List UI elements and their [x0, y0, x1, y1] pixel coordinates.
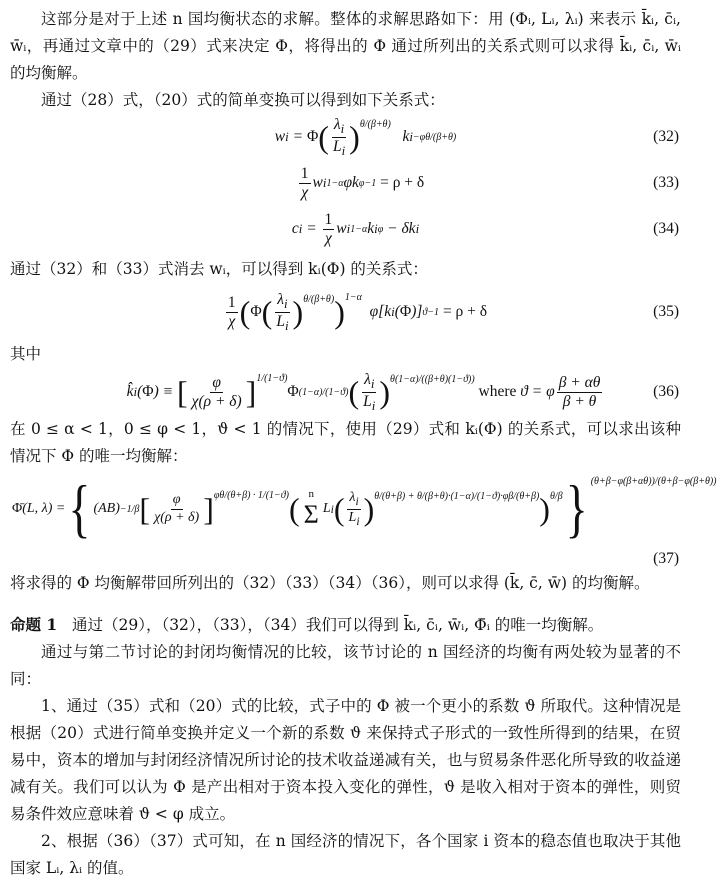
- paragraph-intro: 这部分是对于上述 n 国均衡状态的求解。整体的求解思路如下：用 (Φᵢ, Lᵢ, λᵢ) 来表示 k̄ᵢ, c̄ᵢ, w̄ᵢ，再通过文章中的（29）式来决定 Φ，将得出的 Φ 通过所列出的关系式则可以求得 k̄ᵢ, c̄ᵢ, w̄ᵢ 的均衡解。: [10, 10, 681, 82]
- paragraph-condition: 在 0 ≤ α < 1，0 ≤ φ < 1，ϑ < 1 的情况下，使用（29）式和 kᵢ(Φ) 的关系式，可以求出该种情况下 Φ 的唯一均衡解：: [10, 420, 681, 465]
- paragraph-point-1: 1、通过（35）式和（20）式的比较，式子中的 Φ 被一个更小的系数 ϑ 所取代。这种情况是根据（20）式进行简单变换并定义一个新的系数 ϑ 来保持式子形式的一致性所得到的结果，在贸易中，资本的增加与封闭经济情况所讨论的技术收益递减有关，也与贸易条件恶化所导致的收益递减有关。我们可以认为 Φ 是产出相对于资本投入变化的弹性，ϑ 是收入相对于资本的弹性，则贸易条件效应意味着 ϑ < φ 成立。: [10, 697, 681, 823]
- proposition-label: 命题 1: [10, 615, 58, 634]
- eq37-number: (37): [653, 550, 679, 567]
- paragraph-point-2: 2、根据（36）（37）式可知，在 n 国经济的情况下，各个国家 i 资本的稳态值也取决于其他国家 Lᵢ, λᵢ 的值。: [10, 832, 681, 877]
- equation-33: $\frac{1}{\chi}$ w i 1−α φk φ−1 = ρ + δ (33): [300, 164, 679, 201]
- paragraph-transform: 通过（28）式，（20）式的简单变换可以得到如下关系式：: [41, 91, 445, 109]
- equation-34: c i = $\frac{1}{\chi}$ w i 1−α k i φ − δk i (34): [291, 210, 679, 247]
- eq32-number: (32): [653, 128, 679, 145]
- paragraph-substitute: 将求得的 Φ 均衡解带回所列出的（32）（33）（34）（36），则可以求得 (k̄, c̄, w̄) 的均衡解。: [10, 574, 650, 592]
- equation-35: $\frac{1}{\chi}$ ( Φ ( $\frac{\lambda_i}{L_i}$ ) θ/(β+θ) ) 1−α φ[k i ( Φ )] ϑ−1 = ρ + δ (35): [227, 290, 679, 333]
- paragraph-where: 其中: [10, 345, 42, 363]
- paragraph-compare: 通过与第二节讨论的封闭均衡情况的比较，该节讨论的 n 国经济的均衡有两处较为显著的不同：: [10, 643, 681, 688]
- eq34-number: (34): [653, 220, 679, 237]
- eq36-where: where: [478, 383, 517, 400]
- eq36-number: (36): [653, 383, 679, 400]
- eq35-rhs: = ρ + δ: [442, 303, 488, 320]
- eq33-number: (33): [653, 174, 679, 191]
- proposition-text: 通过（29），（32），（33），（34）我们可以得到 k̄ᵢ, c̄ᵢ, w̄ᵢ, Φ̄ᵢ 的唯一均衡解。: [71, 616, 604, 634]
- proposition-1: [10, 611, 681, 639]
- equation-32: w i = Φ ( $\frac{\lambda_i}{L_i}$ ) θ/(β+θ) k $_i$ −φθ/(β+θ) (32): [274, 115, 679, 158]
- equation-37: Φ̄ (L, λ) = { (AB) −1/β [ $\frac{\varphi}{\chi(\rho + \delta)}$ ] φθ/(θ+β) · 1/(1−ϑ) ( n Σ L i ( $\frac{\lambda_i}{L_i}$ ) θ/(θ+β) + θ/(β+θ)·(1−α)/(1−ϑ)·φβ/(θ+β) ) θ/β } (θ+β−φ(β+αθ))/(θ+β−φ(β+θ)): [12, 472, 717, 544]
- eq35-number: (35): [653, 303, 679, 320]
- eq33-rhs: = ρ + δ: [380, 174, 425, 191]
- paragraph-eliminate: 通过（32）和（33）式消去 wᵢ，可以得到 kᵢ(Φ) 的关系式：: [10, 260, 428, 278]
- equation-36: k̂ i ( Φ ) ≡ [ $\frac{\varphi}{\chi(\rho + \delta)}$ ] 1/(1−ϑ) Φ (1−α)/(1−ϑ) ( $\frac{\lambda_i}{L_i}$ ) θ(1−α)/((β+θ)(1−ϑ)) where ϑ = φ $\frac{\beta + \alpha\theta}{\beta + \theta}$ (36): [126, 370, 679, 413]
